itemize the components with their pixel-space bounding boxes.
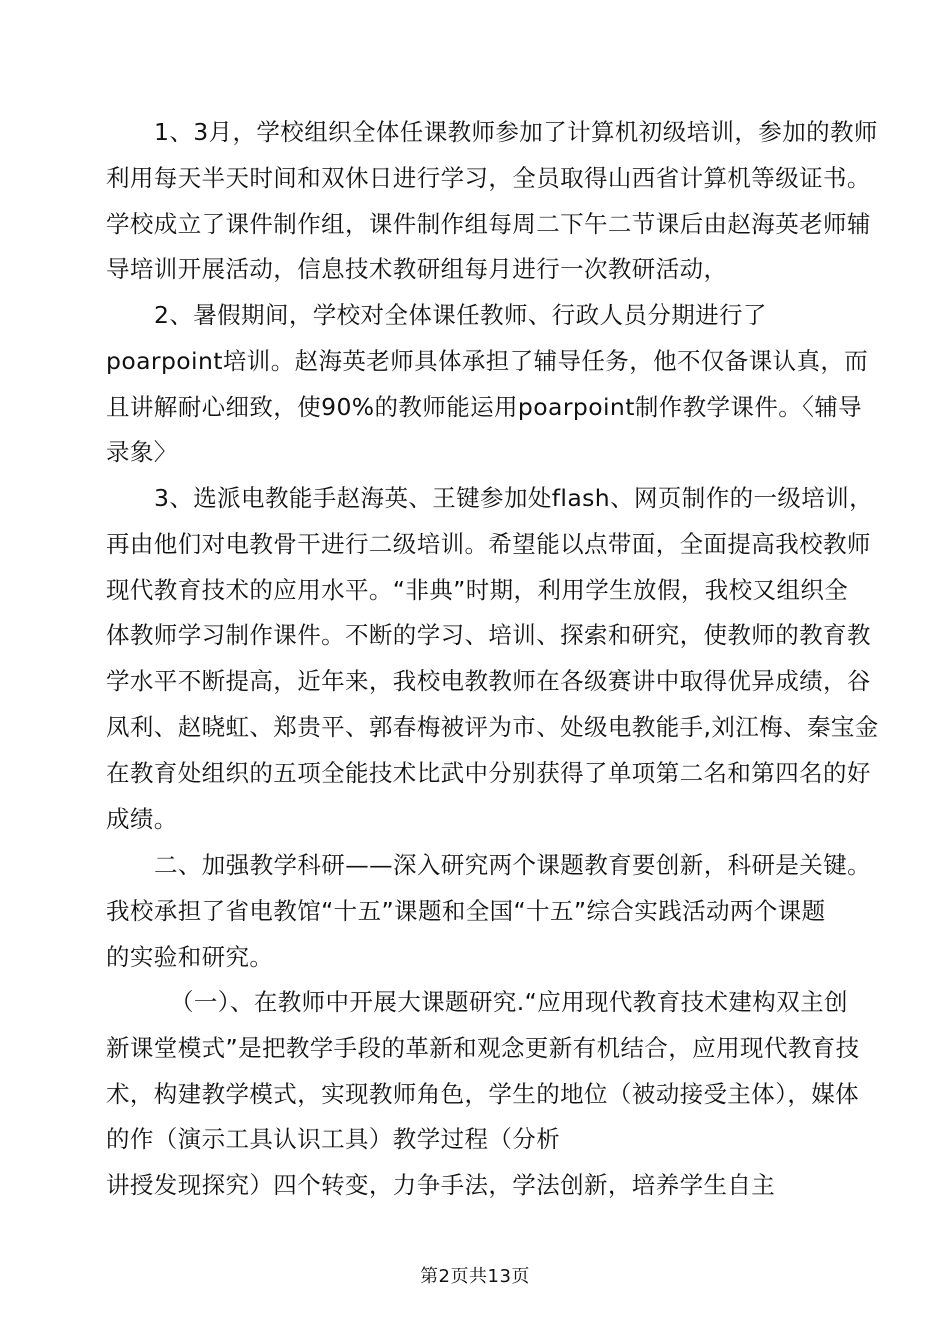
text-line: poarpoint培训。赵海英老师具体承担了辅导任务，他不仅备课认真，而: [106, 346, 869, 375]
paragraph-2: [106, 293, 869, 476]
text-line: 在教育处组织的五项全能技术比武中分别获得了单项第二名和第四名的好: [106, 758, 871, 787]
text-line: 我校承担了省电教馆“十五”课题和全国“十五”综合实践活动两个课题: [106, 896, 826, 925]
text-line: 导培训开展活动，信息技术教研组每月进行一次教研活动，: [106, 255, 728, 284]
text-line: 术，构建教学模式，实现教师角色，学生的地位（被动接受主体），媒体: [106, 1079, 860, 1108]
text-line: 1、3月，学校组织全体任课教师参加了计算机初级培训，参加的教师: [154, 118, 878, 146]
text-line: 的作（演示工具认识工具）教学过程（分析: [106, 1125, 561, 1154]
text-line: 讲授发现探究）四个转变，力争手法，学法创新，培养学生自主: [106, 1171, 776, 1200]
text-line: 现代教育技术的应用水平。“非典”时期，利用学生放假，我校又组织全: [106, 575, 849, 604]
page-number-footer: 第2页共13页: [420, 1266, 530, 1287]
text-line: 学校成立了课件制作组，课件制作组每周二下午二节课后由赵海英老师辅: [106, 209, 871, 238]
text-line: （一）、在教师中开展大课题研究.“应用现代教育技术建构双主创: [170, 988, 848, 1016]
text-line: 的实验和研究。: [106, 942, 274, 971]
text-line: 学水平不断提高，近年来，我校电教教师在各级赛讲中取得优异成绩，谷: [106, 667, 871, 696]
text-line: 3、选派电教能手赵海英、王键参加处flash、网页制作的一级培训，: [154, 484, 873, 512]
text-line: 新课堂模式”是把教学手段的革新和观念更新有机结合，应用现代教育技: [106, 1033, 860, 1062]
text-line: 录象〉: [106, 438, 178, 467]
paragraph-5: [106, 980, 860, 1209]
paragraph-3: [106, 476, 879, 842]
text-line: 成绩。: [106, 804, 178, 833]
text-line: 再由他们对电教骨干进行二级培训。希望能以点带面，全面提高我校教师: [106, 529, 871, 558]
text-line: 二、加强教学科研——深入研究两个课题教育要创新，科研是关键。: [154, 851, 871, 879]
text-line: 2、暑假期间，学校对全体课任教师、行政人员分期进行了: [154, 301, 767, 329]
paragraph-1: [106, 110, 878, 293]
text-line: 体教师学习制作课件。不断的学习、培训、探索和研究，使教师的教育教: [106, 621, 871, 650]
text-line: 且讲解耐心细致，使90%的教师能运用poarpoint制作教学课件。〈辅导: [106, 392, 863, 421]
paragraph-4: [106, 843, 871, 980]
text-line: 利用每天半天时间和双休日进行学习，全员取得山西省计算机等级证书。: [106, 163, 871, 192]
text-line: 凤利、赵晓虹、郑贵平、郭春梅被评为市、处级电教能手,刘江梅、秦宝金: [106, 712, 879, 741]
